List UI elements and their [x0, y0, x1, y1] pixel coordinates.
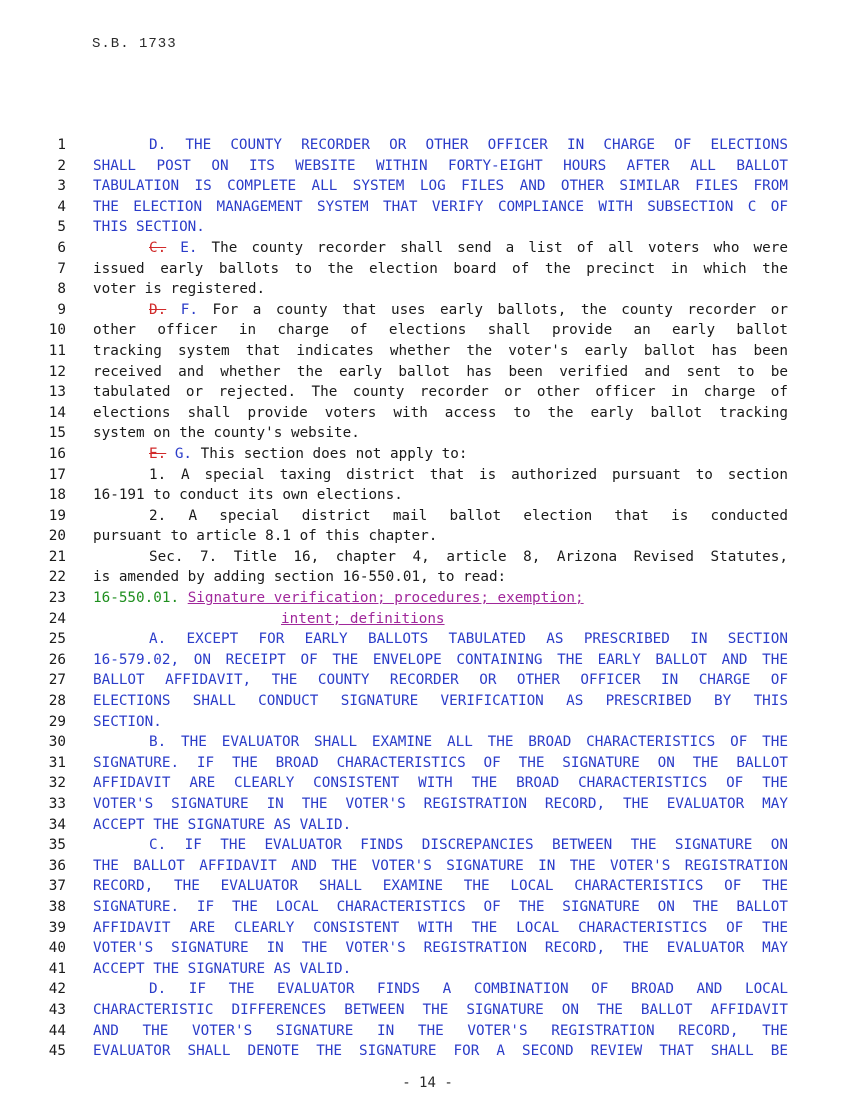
line-text [93, 320, 788, 341]
inserted-text: D. THE COUNTY RECORDER OR OTHER OFFICER IN CHARGE OF ELECTIONS [149, 137, 788, 153]
line-number: 28 [48, 693, 66, 710]
text-line [0, 485, 855, 506]
line-number: 33 [48, 796, 66, 812]
inserted-text: CHARACTERISTIC DIFFERENCES BETWEEN THE SIGNATURE ON THE BALLOT AFFIDAVIT [93, 1001, 788, 1018]
document-header: S.B. 1733 [92, 36, 177, 52]
line-number: 17 [48, 466, 66, 483]
text-line [0, 670, 855, 691]
page-number: - 14 - [402, 1075, 453, 1091]
line-number: 27 [48, 672, 66, 689]
line-text [93, 259, 788, 280]
line-text [149, 465, 788, 486]
line-number: 15 [48, 425, 66, 442]
line-number: 12 [48, 363, 66, 380]
line-text [93, 567, 788, 588]
inserted-text: SHALL POST ON ITS WEBSITE WITHIN FORTY-EIGHT HOURS AFTER ALL BALLOT [93, 157, 788, 174]
deleted-text: E. [149, 445, 167, 462]
text-segment: 16-191 to conduct its own elections. [93, 487, 403, 504]
text-line [0, 588, 855, 609]
text-line [0, 526, 855, 547]
line-text [93, 217, 788, 238]
text-line [0, 547, 855, 568]
line-text [93, 753, 788, 774]
line-text [149, 547, 788, 568]
line-number: 38 [48, 898, 66, 915]
line-text [93, 341, 788, 362]
text-segment: voter is registered. [93, 281, 266, 298]
inserted-text: VOTER'S SIGNATURE IN THE VOTER'S REGISTRATION RECORD, THE EVALUATOR MAY [93, 940, 788, 957]
line-text [93, 382, 788, 403]
text-line [0, 156, 855, 177]
line-text [93, 176, 788, 197]
line-number: 43 [48, 1001, 66, 1018]
line-number: 41 [48, 960, 66, 977]
line-number: 26 [48, 651, 66, 668]
line-text [149, 238, 788, 259]
text-line [0, 712, 855, 733]
line-number: 36 [48, 857, 66, 874]
text-line [0, 876, 855, 897]
line-text [93, 959, 788, 980]
line-text [281, 609, 781, 630]
text-segment: For a county that uses early ballots, the county recorder or [197, 301, 788, 318]
line-text [93, 588, 788, 609]
line-text [93, 423, 788, 444]
text-line [0, 794, 855, 815]
line-text [93, 712, 788, 733]
text-segment [166, 446, 175, 462]
text-line [0, 773, 855, 794]
section-title: intent; definitions [281, 610, 445, 627]
line-text [149, 835, 788, 856]
line-text [93, 1000, 788, 1021]
text-line [0, 382, 855, 403]
line-number: 10 [48, 322, 66, 339]
line-number: 44 [48, 1022, 66, 1039]
inserted-text: ACCEPT THE SIGNATURE AS VALID. [93, 960, 352, 977]
text-line [0, 465, 855, 486]
text-segment: 2. A special district mail ballot election that is conducted [149, 507, 788, 524]
line-number: 32 [48, 775, 66, 792]
line-text [93, 856, 788, 877]
line-text [93, 691, 788, 712]
line-number: 7 [57, 260, 66, 277]
line-number: 21 [48, 548, 66, 565]
text-segment [179, 590, 188, 606]
line-text [93, 773, 788, 794]
text-line [0, 444, 855, 465]
text-line [0, 959, 855, 980]
text-segment: This section does not apply to: [192, 445, 468, 462]
line-number: 45 [48, 1043, 66, 1060]
inserted-text: AFFIDAVIT ARE CLEARLY CONSISTENT WITH THE BROAD CHARACTERISTICS OF THE [93, 775, 788, 792]
inserted-text: BALLOT AFFIDAVIT, THE COUNTY RECORDER OR OTHER OFFICER IN CHARGE OF [93, 672, 788, 689]
line-number: 31 [48, 754, 66, 771]
text-line [0, 506, 855, 527]
line-text [93, 485, 788, 506]
line-text [93, 403, 788, 424]
inserted-text: C. IF THE EVALUATOR FINDS DISCREPANCIES BETWEEN THE SIGNATURE ON [149, 837, 788, 854]
line-number: 18 [48, 487, 66, 504]
line-number: 1 [57, 137, 66, 153]
line-number: 14 [48, 404, 66, 421]
line-text [93, 279, 788, 300]
line-number: 25 [48, 631, 66, 648]
inserted-text: VOTER'S SIGNATURE IN THE VOTER'S REGISTRATION RECORD, THE EVALUATOR MAY [93, 796, 788, 812]
line-text [149, 506, 788, 527]
line-text [93, 197, 788, 218]
text-segment: elections shall provide voters with access to the early ballot tracking [93, 404, 788, 421]
inserted-text: THE ELECTION MANAGEMENT SYSTEM THAT VERIFY COMPLIANCE WITH SUBSECTION C OF [93, 198, 788, 215]
text-line [0, 279, 855, 300]
text-line [0, 341, 855, 362]
line-number: 13 [48, 384, 66, 401]
line-number: 29 [48, 713, 66, 730]
line-text [93, 897, 788, 918]
line-text [93, 938, 788, 959]
line-number: 23 [48, 590, 66, 607]
inserted-text: SIGNATURE. IF THE BROAD CHARACTERISTICS OF THE SIGNATURE ON THE BALLOT [93, 754, 788, 771]
line-text [93, 670, 788, 691]
text-line [0, 1041, 855, 1062]
line-number: 8 [57, 281, 66, 298]
line-number: 4 [57, 198, 66, 215]
line-number: 5 [57, 219, 66, 236]
line-number: 30 [48, 734, 66, 751]
line-text [149, 135, 788, 156]
line-text [93, 1021, 788, 1042]
text-line [0, 835, 855, 856]
inserted-text: A. EXCEPT FOR EARLY BALLOTS TABULATED AS PRESCRIBED IN SECTION [149, 631, 788, 648]
inserted-text: SIGNATURE. IF THE LOCAL CHARACTERISTICS OF THE SIGNATURE ON THE BALLOT [93, 898, 788, 915]
line-number: 2 [57, 157, 66, 174]
text-line [0, 979, 855, 1000]
line-text [93, 794, 788, 815]
text-line [0, 217, 855, 238]
text-line [0, 403, 855, 424]
inserted-text: SECTION. [93, 713, 162, 730]
text-segment: The county recorder shall send a list of all voters who were [197, 239, 788, 256]
text-segment: 1. A special taxing district that is authorized pursuant to section [149, 466, 788, 483]
line-text [149, 444, 788, 465]
text-segment [166, 302, 181, 318]
line-text [93, 918, 788, 939]
text-line [0, 897, 855, 918]
deleted-text: D. [149, 301, 167, 318]
line-number: 3 [57, 178, 66, 195]
inserted-text: RECORD, THE EVALUATOR SHALL EXAMINE THE LOCAL CHARACTERISTICS OF THE [93, 878, 788, 895]
line-number: 22 [48, 569, 66, 586]
line-number: 39 [48, 919, 66, 936]
line-number: 9 [57, 301, 66, 318]
text-segment: tabulated or rejected. The county recorder or other officer in charge of [93, 384, 788, 401]
line-text [93, 362, 788, 383]
line-number: 19 [48, 507, 66, 524]
line-text [149, 629, 788, 650]
text-line [0, 320, 855, 341]
text-line [0, 918, 855, 939]
text-line [0, 609, 855, 630]
text-line [0, 238, 855, 259]
text-line [0, 1021, 855, 1042]
text-segment: system on the county's website. [93, 425, 360, 442]
inserted-text: THE BALLOT AFFIDAVIT AND THE VOTER'S SIGNATURE IN THE VOTER'S REGISTRATION [93, 857, 788, 874]
inserted-text: 16-579.02, ON RECEIPT OF THE ENVELOPE CONTAINING THE EARLY BALLOT AND THE [93, 651, 788, 668]
inserted-text: TABULATION IS COMPLETE ALL SYSTEM LOG FILES AND OTHER SIMILAR FILES FROM [93, 178, 788, 195]
text-line [0, 1000, 855, 1021]
line-text [93, 876, 788, 897]
inserted-text: ELECTIONS SHALL CONDUCT SIGNATURE VERIFICATION AS PRESCRIBED BY THIS [93, 693, 788, 710]
text-line [0, 423, 855, 444]
text-line [0, 691, 855, 712]
line-text [93, 526, 788, 547]
text-line [0, 856, 855, 877]
bill-text [0, 135, 855, 1062]
line-text [93, 156, 788, 177]
inserted-text: G. [174, 445, 193, 462]
text-line [0, 259, 855, 280]
text-segment: Sec. 7. Title 16, chapter 4, article 8, Arizona Revised Statutes, [149, 548, 788, 565]
text-line [0, 135, 855, 156]
text-line [0, 938, 855, 959]
inserted-text: E. [180, 239, 198, 256]
text-line [0, 753, 855, 774]
inserted-text: B. THE EVALUATOR SHALL EXAMINE ALL THE BROAD CHARACTERISTICS OF THE [149, 734, 788, 751]
text-segment: pursuant to article 8.1 of this chapter. [93, 528, 438, 545]
line-number: 34 [48, 816, 66, 833]
inserted-text: EVALUATOR SHALL DENOTE THE SIGNATURE FOR A SECOND REVIEW THAT SHALL BE [93, 1043, 788, 1060]
line-number: 11 [48, 342, 66, 359]
inserted-text: ACCEPT THE SIGNATURE AS VALID. [93, 816, 352, 833]
text-line [0, 300, 855, 321]
line-text [93, 1041, 788, 1062]
line-number: 37 [48, 878, 66, 895]
line-number: 35 [48, 837, 66, 854]
text-segment: issued early ballots to the election board of the precinct in which the [93, 260, 788, 277]
inserted-text: F. [180, 301, 198, 318]
text-line [0, 629, 855, 650]
line-number: 6 [57, 239, 66, 256]
line-text [149, 979, 788, 1000]
inserted-text: D. IF THE EVALUATOR FINDS A COMBINATION OF BROAD AND LOCAL [149, 981, 788, 998]
line-number: 42 [48, 981, 66, 998]
text-line [0, 815, 855, 836]
line-text [149, 300, 788, 321]
text-line [0, 732, 855, 753]
line-number: 20 [48, 528, 66, 545]
line-number: 16 [48, 445, 66, 462]
line-number: 40 [48, 940, 66, 957]
inserted-text: THIS SECTION. [93, 219, 205, 236]
line-text [149, 732, 788, 753]
text-segment [166, 240, 180, 256]
text-segment: other officer in charge of elections shall provide an early ballot [93, 322, 788, 339]
text-line [0, 197, 855, 218]
inserted-text: AND THE VOTER'S SIGNATURE IN THE VOTER'S REGISTRATION RECORD, THE [93, 1022, 788, 1039]
inserted-text: AFFIDAVIT ARE CLEARLY CONSISTENT WITH THE LOCAL CHARACTERISTICS OF THE [93, 919, 788, 936]
text-segment: tracking system that indicates whether the voter's early ballot has been [93, 342, 788, 359]
text-line [0, 176, 855, 197]
section-number: 16-550.01. [93, 590, 180, 607]
section-title: Signature verification; procedures; exemption; [187, 590, 584, 607]
line-text [93, 650, 788, 671]
text-segment: is amended by adding section 16-550.01, to read: [93, 569, 507, 586]
line-number: 24 [48, 610, 66, 627]
text-line [0, 362, 855, 383]
text-line [0, 650, 855, 671]
line-text [93, 815, 788, 836]
text-line [0, 567, 855, 588]
deleted-text: C. [149, 239, 167, 256]
text-segment: received and whether the early ballot has been verified and sent to be [93, 363, 788, 380]
